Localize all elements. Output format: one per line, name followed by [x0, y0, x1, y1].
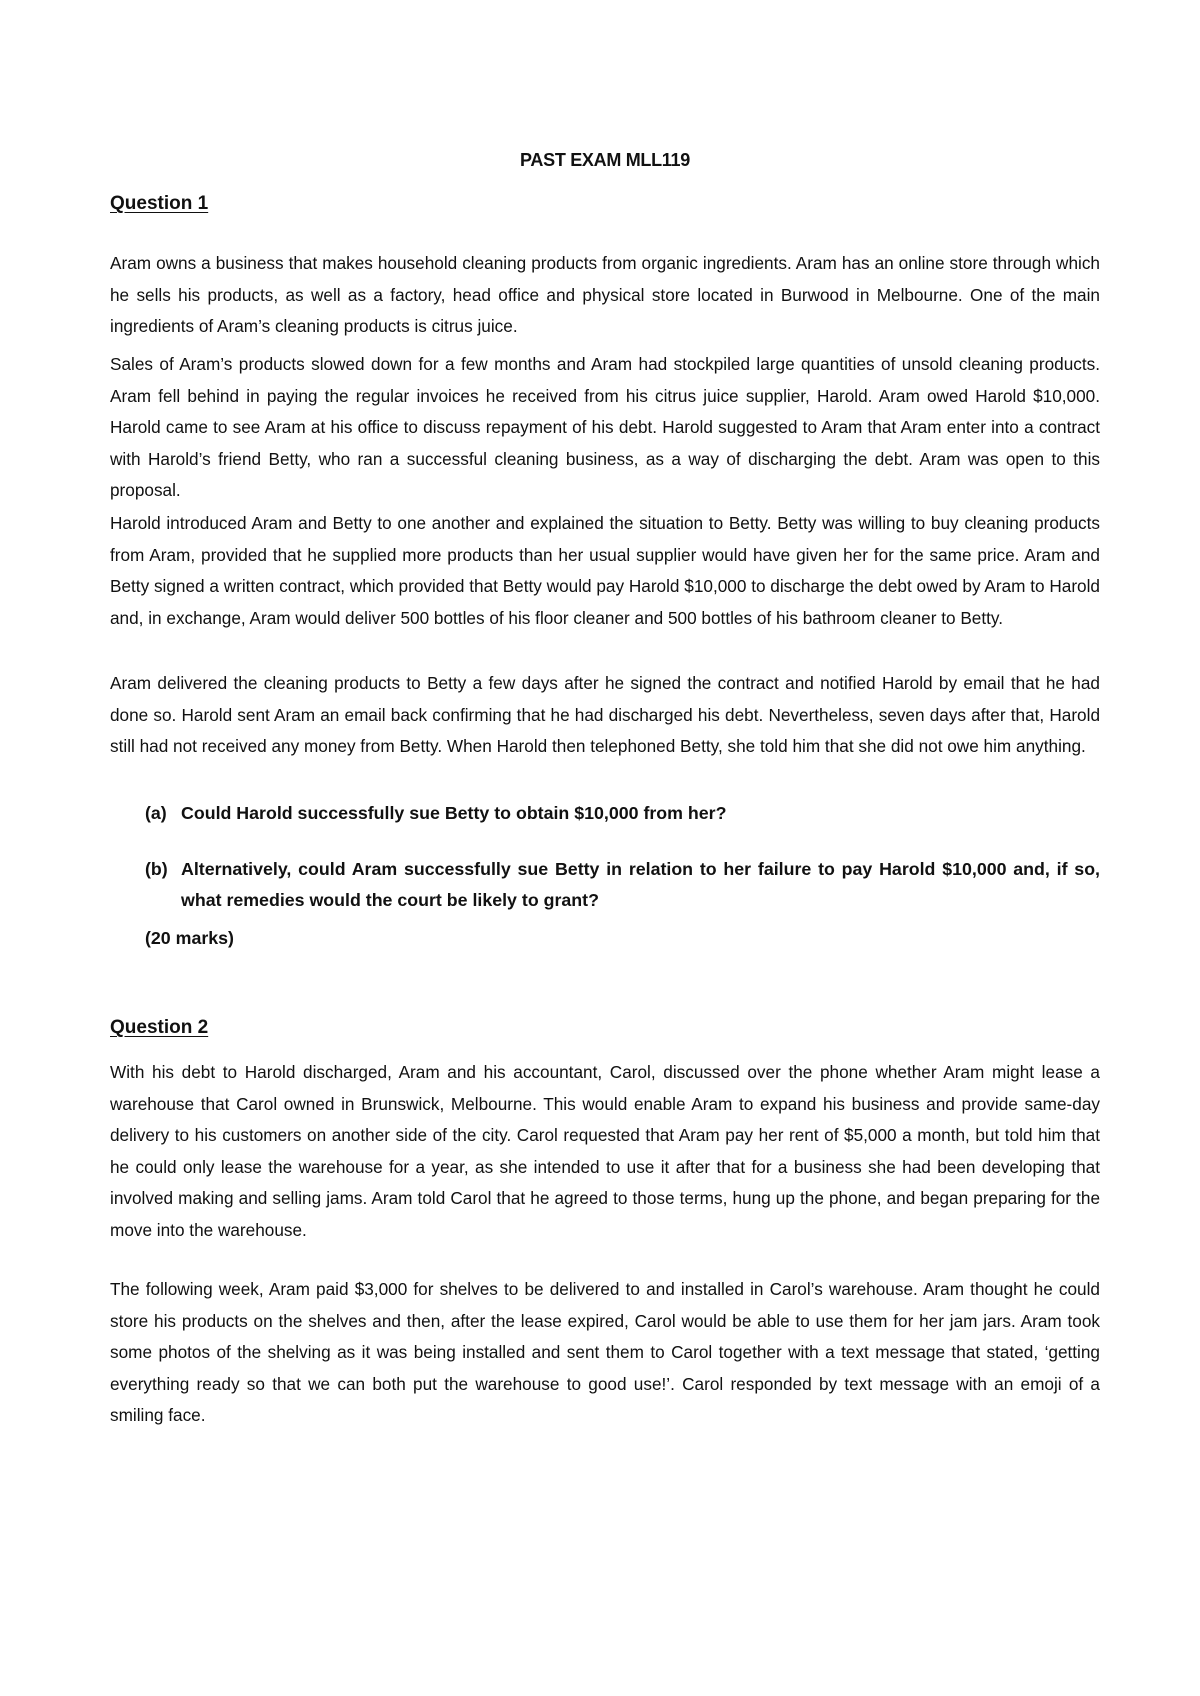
question-2-paragraph-1: With his debt to Harold discharged, Aram and his accountant, Carol, discussed over the phone whether Aram might lease a warehouse that Carol owned in Brunswick, Melbourne. This would enable Aram to expand his business and provide same-day delivery to his customers on another side of the city. Carol requested that Aram pay her rent of $5,000 a month, but told him that he could only lease the warehouse for a year, as she intended to use it after that for a business she had been developing that involved making and selling jams. Aram told Carol that he agreed to those terms, hung up the phone, and began preparing for the move into the warehouse.	[110, 1062, 1100, 1240]
part-a-text: Could Harold successfully sue Betty to obtain $10,000 from her?	[181, 803, 727, 823]
question-2-heading: Question 2	[110, 1017, 209, 1038]
part-a-marker: (a)	[145, 803, 167, 823]
part-b-text: Alternatively, could Aram successfully sue Betty in relation to her failure to pay Harold $10,000 and, if so, what remedies would the court be likely to grant?	[181, 859, 1100, 910]
question-1-marks: (20 marks)	[145, 928, 234, 948]
question-1-part-a	[145, 798, 1100, 829]
document-title: PAST EXAM MLL119	[520, 150, 690, 170]
question-1-heading: Question 1	[110, 193, 209, 214]
part-b-marker: (b)	[145, 859, 168, 879]
question-1-paragraph-1: Aram owns a business that makes household cleaning products from organic ingredients. Aram has an online store through which he sells his products, as well as a factory, head office and physical store located in Burwood in Melbourne. One of the main ingredients of Aram’s cleaning products is citrus juice.	[110, 253, 1100, 336]
question-1-paragraph-4: Aram delivered the cleaning products to Betty a few days after he signed the contract and notified Harold by email that he had done so. Harold sent Aram an email back confirming that he had discharged his debt. Nevertheless, seven days after that, Harold still had not received any money from Betty. When Harold then telephoned Betty, she told him that she did not owe him anything.	[110, 673, 1100, 756]
question-1-part-b	[145, 854, 1100, 916]
question-1-paragraph-2: Sales of Aram’s products slowed down for a few months and Aram had stockpiled large quantities of unsold cleaning products. Aram fell behind in paying the regular invoices he received from his citrus juice supplier, Harold. Aram owed Harold $10,000. Harold came to see Aram at his office to discuss repayment of his debt. Harold suggested to Aram that Aram enter into a contract with Harold’s friend Betty, who ran a successful cleaning business, as a way of discharging the debt. Aram was open to this proposal.	[110, 354, 1100, 500]
question-2-paragraph-2: The following week, Aram paid $3,000 for shelves to be delivered to and installed in Carol’s warehouse. Aram thought he could store his products on the shelves and then, after the lease expired, Carol would be able to use them for her jam jars. Aram took some photos of the shelving as it was being installed and sent them to Carol together with a text message that stated, ‘getting everything ready so that we can both put the warehouse to good use!’. Carol responded by text message with an emoji of a smiling face.	[110, 1279, 1100, 1425]
question-1-paragraph-3: Harold introduced Aram and Betty to one another and explained the situation to Betty. Betty was willing to buy cleaning products from Aram, provided that he supplied more products than her usual supplier would have given her for the same price. Aram and Betty signed a written contract, which provided that Betty would pay Harold $10,000 to discharge the debt owed by Aram to Harold and, in exchange, Aram would deliver 500 bottles of his floor cleaner and 500 bottles of his bathroom cleaner to Betty.	[110, 513, 1100, 628]
